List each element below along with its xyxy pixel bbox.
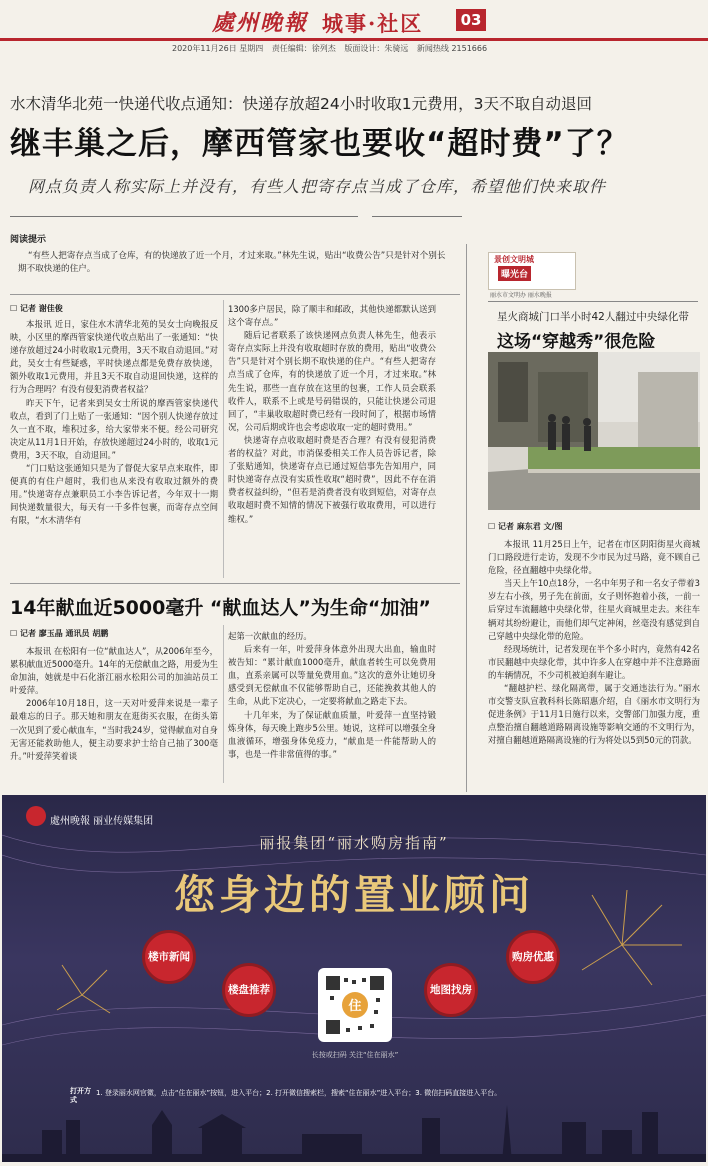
- skyline-icon: [2, 1100, 706, 1162]
- newspaper-logo: 處州晚報: [212, 10, 309, 36]
- circle-map: 地图找房: [424, 963, 478, 1017]
- divider: [372, 216, 462, 217]
- column-divider: [466, 244, 467, 792]
- dateline-designer: 版面设计：朱骑远: [344, 44, 409, 53]
- ad-subtitle: 丽报集团“丽水购房指南”: [259, 834, 449, 852]
- right-kicker: 星火商城门口半小时42人翻过中央绿化带: [497, 311, 689, 323]
- svg-text:住: 住: [348, 999, 362, 1014]
- dateline-hotline: 新闻热线 2151666: [416, 44, 488, 53]
- dateline-editor: 责任编辑：徐列杰: [271, 44, 336, 53]
- blood-column-1: [10, 645, 218, 783]
- circle-recommend: 楼盘推荐: [222, 963, 276, 1017]
- column-badge-title: 景创文明城: [494, 255, 534, 264]
- paragraph: 本报讯 在松阳有一位“献血达人”，从2006年至今，累积献血近5000毫升。14年的无偿献血之路，用爱为生命加油，她就是中石化浙江丽水松阳公司的加油站员工叶爱萍。: [10, 646, 218, 696]
- right-byline: ☐ 记者 麻东君 文/图: [488, 522, 563, 531]
- paragraph: “翻越护栏、绿化隔离带，属于交通违法行为。”丽水市交警支队宣教科科长陈昭惠介绍，自《丽水市文明行为促进条例》于11月1日施行以来，交警部门加强力度，重点整治擅自翻越道路隔离设施等影响交通的不文明行为，对擅自翻越道路隔离设施的行为将处以5到50元的罚款。: [488, 683, 700, 746]
- news-photo: [488, 352, 700, 510]
- page-number-badge: 03: [456, 9, 486, 31]
- lead-column-2: [228, 303, 436, 578]
- lead-byline: ☐ 记者 谢佳俊: [10, 304, 63, 313]
- steps-instructions: 1. 登录丽水网官微，点击“住在丽水”按钮，进入平台；2. 打开微信搜索栏，搜索“住在丽水”进入平台；3. 微信扫码直接进入平台。: [96, 1089, 502, 1097]
- paragraph: 随后记者联系了该快递网点负责人林先生，他表示寄存点实际上并没有收取超时存放的费用，贴出“收费公告”只是针对个别长期不取快递的住户。“有些人把寄存点当成了仓库，有的快递放了近一个月，才过来取。”林先生说，那些一直存放在这里的包裹，工作人员会联系收件人，联系不上或是号码错误的，只能让快递公司退回了，“丰巢收取超时费已经有一段时间了，根据市场情况，公司后期或许也会考虑收取一定的超时费用。”: [228, 330, 436, 432]
- reading-tip-text: “有些人把寄存点当成了仓库，有的快递放了近一个月，才过来取。”林先生说，贴出“收费公告”只是针对个别长期不取快递的住户。: [18, 251, 446, 274]
- paragraph: 后来有一年，叶爱萍身体意外出现大出血，输血时被告知：“累计献血1000毫升，献血者转生可以免费用血，直系亲属可以等量免费用血。”这次的意外让她切身感受到无偿献血不仅能够帮助自己，还能挽救其他人的生命，从此下定决心，一定要将献血之路走下去。: [228, 644, 436, 707]
- circle-news: 楼市新闻: [142, 930, 196, 984]
- column-divider: [223, 300, 224, 578]
- qr-code-icon: [318, 968, 392, 1042]
- masthead-divider: [0, 38, 708, 41]
- lead-kicker: 水木清华北苑一快递代收点通知：快递存放超24小时收取1元费用，3天不取自动退回: [10, 95, 592, 113]
- column-divider: [223, 625, 224, 783]
- paragraph: 本报讯 11月25日上午，记者在市区阴阳街星火商城门口路段进行走访，发现不少市民为过马路，竟不顾自己危险，径直翻越中央绿化带。: [488, 539, 700, 576]
- paragraph: 本报讯 近日，家住水木清华北苑的吴女士向晚报反映，小区里的摩西管家快递代收点贴出了一张通知：“快递存放超过24小时收取1元费用，3天不取自动退回。”对此，吴女士有些疑惑，平时快递点都是免费存放快递，额外收取1元费用，并且3天不取自动退回快递，这样的行为合理吗？有没有侵犯消费者权益？: [10, 319, 218, 395]
- paragraph: “门口贴这张通知只是为了督促大家早点来取件，即便真的有住户超时，我们也从来没有收取过额外的费用。”快递寄存点兼职员工小李告诉记者，今年双十一期间快递数量很大，每天有一千多件包裹，而寄存点空间有限，“水木清华有: [10, 463, 218, 526]
- right-column-body: [488, 538, 700, 788]
- paragraph: 2006年10月18日，这一天对叶爱萍来说是一辈子最难忘的日子。那天她和朋友在逛街买衣服，在街头第一次见到了爱心献血车，“当时我24岁，觉得献血对自身无害还能救助他人，便主动要求护士给自己抽了300毫升。”叶爱萍笑着谈: [10, 698, 218, 761]
- column-badge-sponsors: 丽水市文明办 丽水晚报: [490, 292, 552, 299]
- group-logo-icon: [26, 806, 46, 826]
- paragraph: 昨天下午，记者来到吴女士所说的摩西管家快递代收点，看到了门上贴了一张通知：“因个别人快递存放过久一直不取，堆积过多，给大家带来不便。经公司研究决定从11月1日开始，存放快递超过24小时的，收取1元费用，3天不取，自动退回。”: [10, 397, 218, 460]
- steps-label: 打开方式: [70, 1087, 91, 1104]
- divider: [10, 583, 460, 584]
- dateline-date: 2020年11月26日 星期四: [172, 44, 264, 53]
- section-title: 城事·社区: [322, 11, 424, 36]
- blood-column-2: [228, 630, 436, 783]
- circle-discount: 购房优惠: [506, 930, 560, 984]
- lead-headline: 继丰巢之后，摩西管家也要收“超时费”了？: [10, 126, 629, 162]
- blood-byline: ☐ 记者 廖玉晶 通讯员 胡鹏: [10, 629, 109, 638]
- qr-code[interactable]: [318, 968, 392, 1042]
- ad-title: 您身边的置业顾问: [174, 871, 534, 919]
- lead-column-1: [10, 318, 218, 578]
- column-badge-label: 曝光台: [498, 266, 531, 281]
- divider: [10, 216, 358, 217]
- paragraph: 1300多户居民，除了顺丰和邮政，其他快递都默认送到这个寄存点。”: [228, 304, 436, 328]
- divider: [10, 294, 460, 295]
- city-skyline-graphic: [2, 1100, 706, 1162]
- right-headline: 这场“穿越秀”很危险: [497, 332, 656, 352]
- reading-tip-label: 阅读提示: [10, 235, 47, 245]
- paragraph: 经现场统计，记者发现在半个多小时内，竟然有42名市民翻越中央绿化带，其中许多人在穿越中并不注意路面的车辆情况，不少司机被迫刹车避让。: [488, 643, 700, 680]
- paragraph: 十几年来，为了保证献血质量，叶爱萍一直坚持锻炼身体，每天晚上跑步5公里。她说，这样可以增强全身血液循环，增强身体免疫力，“献血是一件能帮助人的事，也是一件非常值得的事。”: [228, 709, 436, 759]
- qr-caption: 长按或扫码 关注“住在丽水”: [311, 1051, 399, 1059]
- paragraph: 起第一次献血的经历。: [228, 631, 312, 641]
- paragraph: 当天上午10点18分，一名中年男子和一名女子带着3岁左右小孩，男子先在前面，女子则怀抱着小孩，一前一后穿过车流翻越中央绿化带，往星火商城里走去。来往车辆对其纷纷避让，而他们却气定神闲，丝毫没有感觉到自己穿越中央绿化带的危险。: [488, 578, 700, 641]
- street-photo-image: [488, 352, 700, 510]
- dateline: [172, 43, 493, 54]
- paragraph: 快递寄存点收取超时费是否合理？有没有侵犯消费者的权益？对此，市消保委相关工作人员告诉记者，除了张贴通知，快递寄存点已通过短信事先告知用户，同时快递寄存点没有实质性收取“超时费”，因此不存在消费者权益纠纷，“但若是消费者没有收到短信，对寄存点收取超时费不知情的情况下被强行收取费用，可以进行维权。”: [228, 434, 436, 524]
- group-logo-text: 處州晚報 丽业传媒集团: [50, 816, 154, 827]
- blood-headline: 14年献血近5000毫升 “献血达人”为生命“加油”: [10, 597, 431, 619]
- divider: [488, 301, 698, 302]
- lead-subhead: 网点负责人称实际上并没有，有些人把寄存点当成了仓库，希望他们快来取件: [28, 177, 607, 196]
